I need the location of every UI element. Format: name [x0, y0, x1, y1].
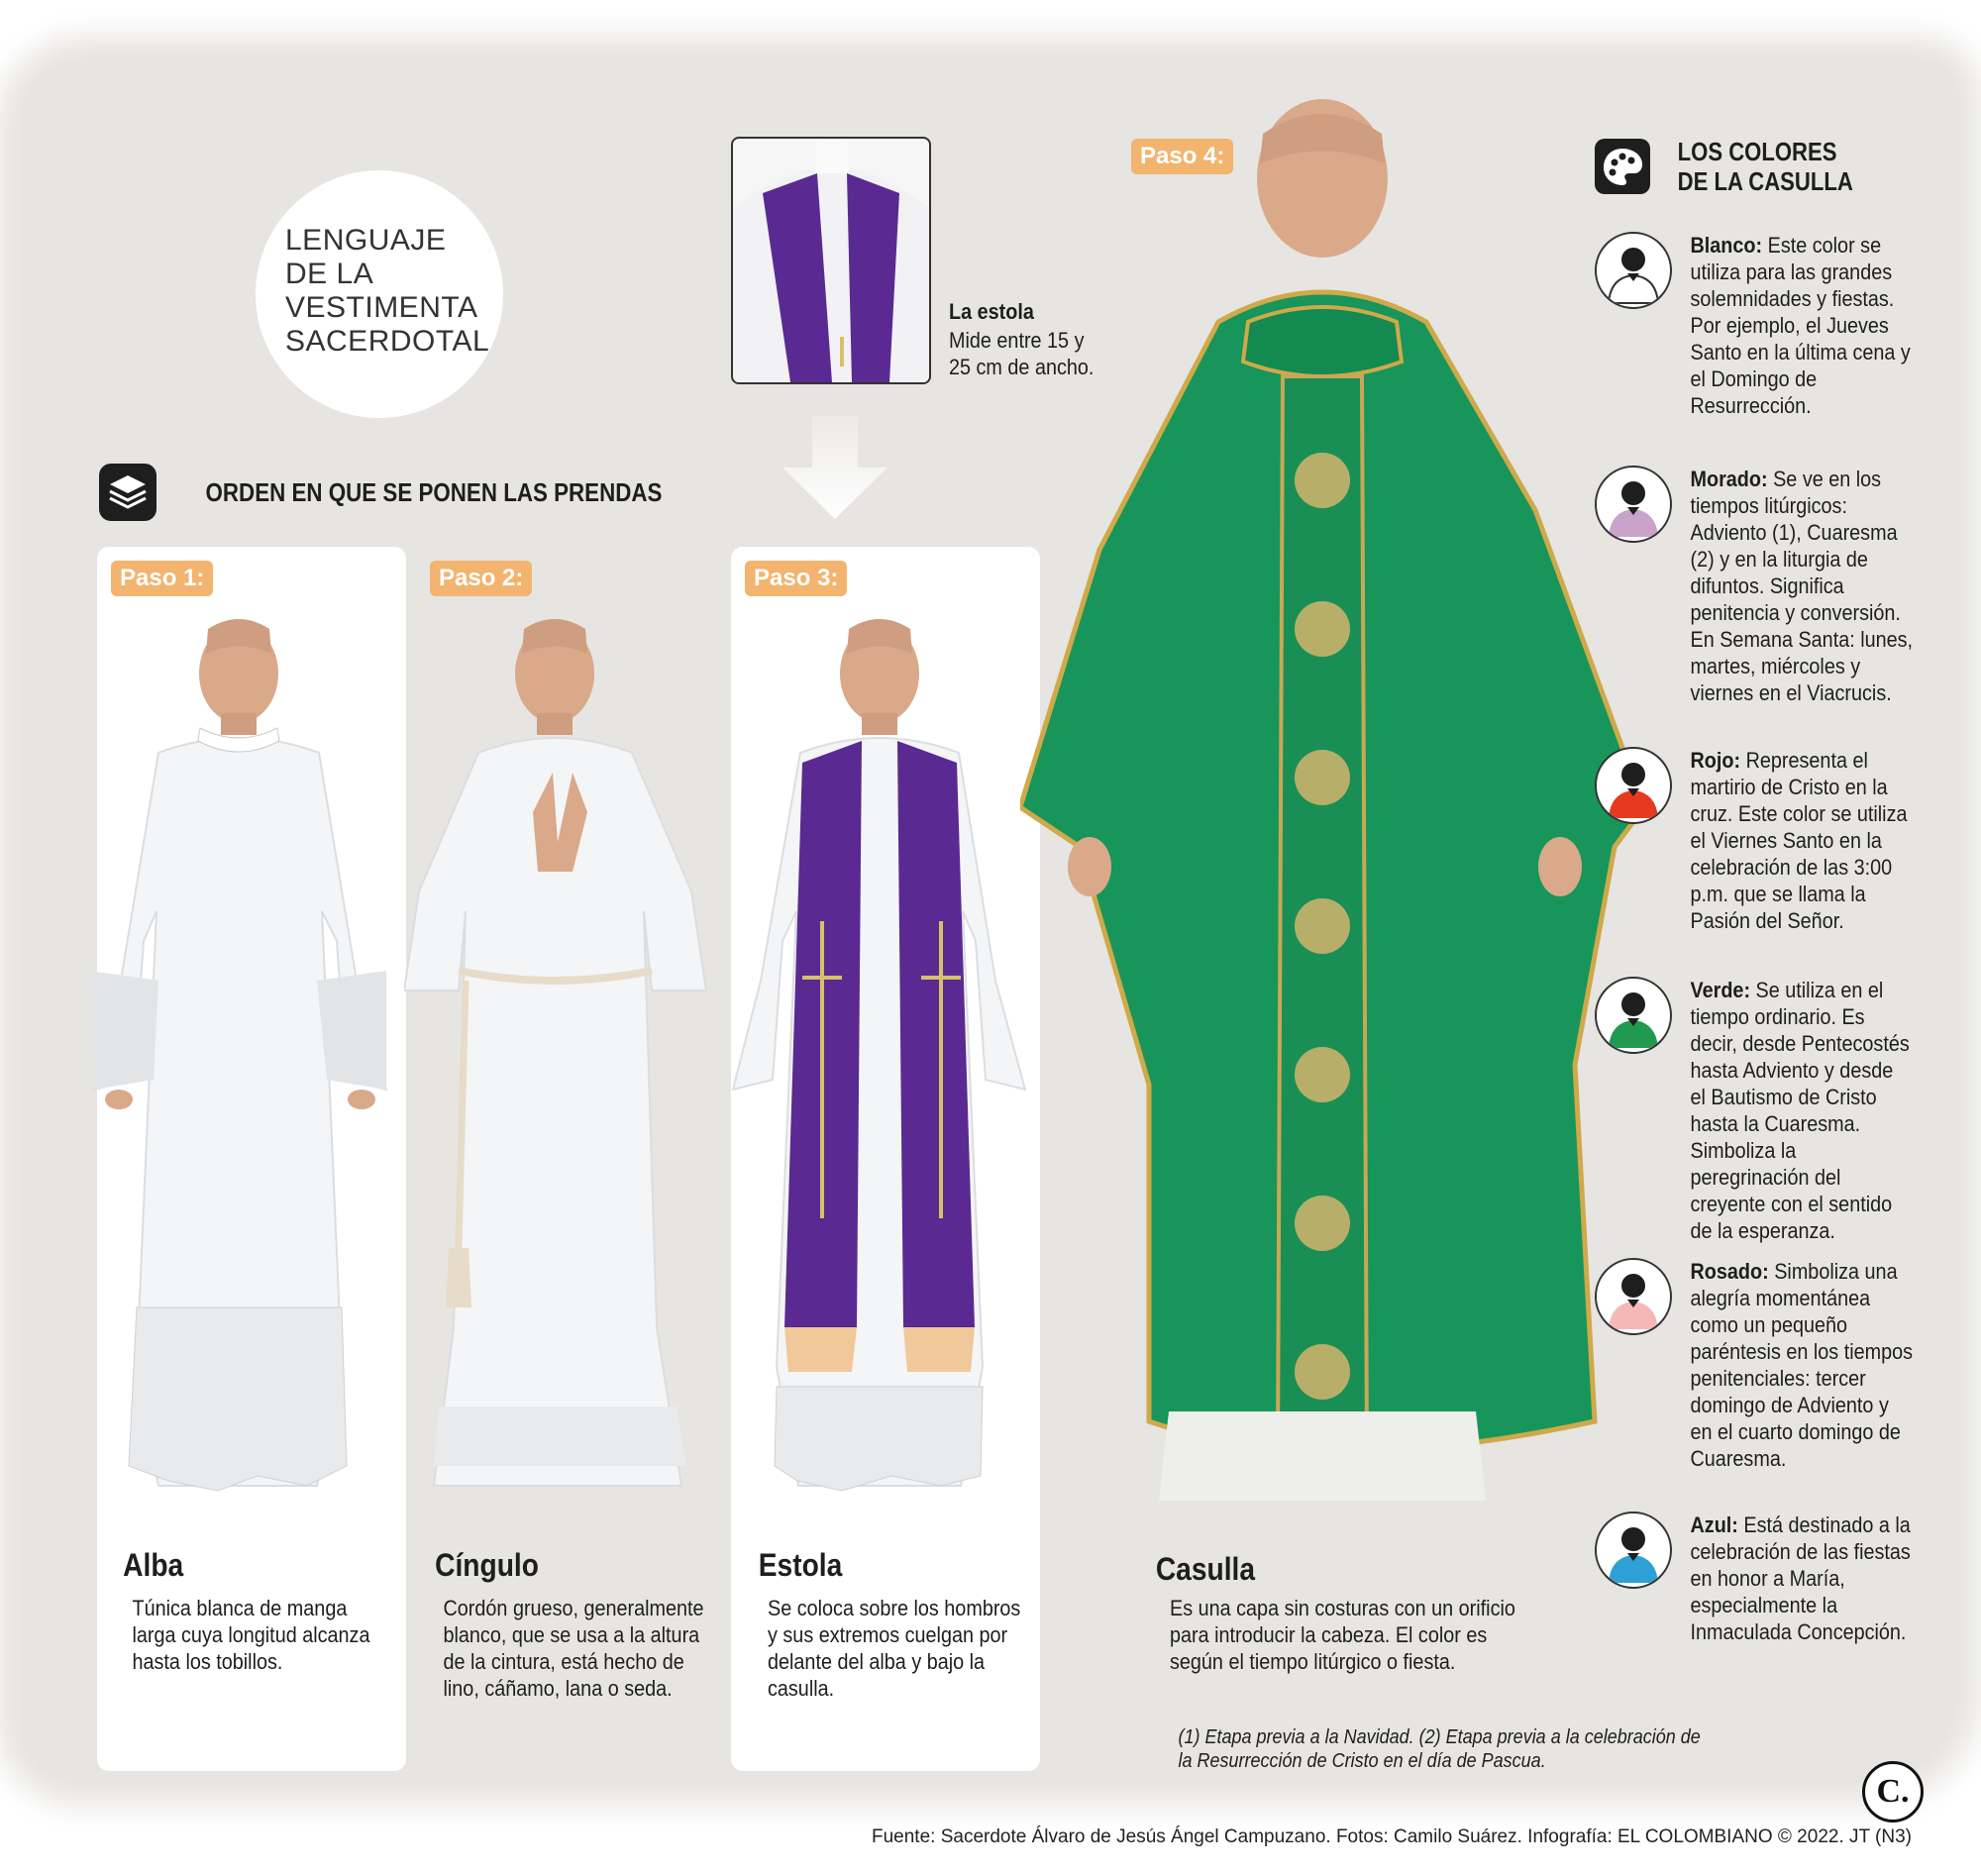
- title-line: DE LA: [285, 258, 374, 290]
- color-item-rojo: [1691, 747, 1914, 934]
- down-arrow-icon: [781, 416, 889, 521]
- color-item-verde: [1691, 977, 1914, 1244]
- step-badge-4: Paso 4:: [1131, 139, 1233, 174]
- cingulo-photo: [404, 614, 731, 1506]
- color-name: Rosado:: [1690, 1259, 1769, 1284]
- colors-panel-title-line: LOS COLORES: [1677, 137, 1837, 166]
- color-item-blanco: [1691, 232, 1914, 419]
- stole-detail-line: Mide entre 15 y: [949, 328, 1085, 353]
- title-line: SACERDOTAL: [285, 325, 490, 358]
- colors-panel-title-line: DE LA CASULLA: [1677, 166, 1853, 196]
- avatar-rojo: [1595, 747, 1672, 824]
- el-colombiano-logo: [1862, 1761, 1924, 1823]
- color-desc: Simboliza una alegría momentánea como un pequeño paréntesis en los tiempos penitenciales: tercer domingo de Adviento y en el cuarto domingo de Cuaresma.: [1690, 1259, 1914, 1471]
- color-name: Morado:: [1690, 467, 1768, 491]
- color-name: Verde:: [1690, 978, 1751, 1002]
- colors-panel-title: [1678, 137, 1853, 196]
- step-name-3: Estola: [758, 1547, 843, 1583]
- step-badge-3: Paso 3:: [745, 561, 847, 596]
- step-name-2: Cíngulo: [435, 1547, 539, 1583]
- layers-icon: [99, 464, 156, 521]
- alba-photo: [59, 614, 446, 1506]
- step-desc-2: Cordón grueso, generalmente blanco, que se usa a la altura de la cintura, está hecho de lino, cáñamo, lana o seda.: [443, 1596, 704, 1701]
- avatar-azul: [1595, 1511, 1672, 1589]
- stole-detail-line: 25 cm de ancho.: [949, 355, 1095, 379]
- color-desc: Se ve en los tiempos litúrgicos: Adviento (1), Cuaresma (2) y en la liturgia de difuntos. Significa penitencia y conversión. En Semana Santa: lunes, martes, miércoles y viernes en el Viacrucis.: [1690, 467, 1914, 705]
- step-desc-4: Es una capa sin costuras con un orificio para introducir la cabeza. El color es según el tiempo litúrgico o fiesta.: [1170, 1596, 1515, 1674]
- step-desc-1: Túnica blanca de manga larga cuya longitud alcanza hasta los tobillos.: [132, 1596, 370, 1674]
- color-item-rosado: [1691, 1258, 1914, 1472]
- color-desc: Representa el martirio de Cristo en la cruz. Este color se utiliza el Viernes Santo en la celebración de las 3:00 p.m. que se llama la Pasión del Señor.: [1690, 748, 1908, 933]
- stole-detail-label: La estola: [949, 299, 1034, 324]
- casulla-photo: [1020, 94, 1644, 1501]
- color-item-azul: [1691, 1511, 1914, 1645]
- avatar-verde: [1595, 977, 1672, 1054]
- page-title: [285, 224, 513, 359]
- step-badge-2: Paso 2:: [430, 561, 532, 596]
- avatar-morado: [1595, 466, 1672, 543]
- avatar-rosado: [1595, 1258, 1672, 1335]
- color-name: Rojo:: [1690, 748, 1741, 773]
- credits: Fuente: Sacerdote Álvaro de Jesús Ángel Campuzano. Fotos: Camilo Suárez. Infografía: EL COLOMBIANO © 2022. JT (N3): [872, 1826, 1912, 1847]
- color-name: Azul:: [1690, 1512, 1738, 1537]
- stole-detail-photo: [731, 137, 931, 384]
- step-name-4: Casulla: [1155, 1551, 1255, 1587]
- color-desc: Está destinado a la celebración de las fiestas en honor a María, especialmente la Inmaculada Concepción.: [1690, 1512, 1911, 1644]
- footnote: (1) Etapa previa a la Navidad. (2) Etapa previa a la celebración de la Resurrección de Cristo en el día de Pascua.: [1178, 1726, 1701, 1772]
- title-line: VESTIMENTA: [285, 291, 478, 324]
- step-badge-1: Paso 1:: [111, 561, 213, 596]
- section-heading: ORDEN EN QUE SE PONEN LAS PRENDAS: [205, 477, 663, 507]
- avatar-blanco: [1595, 232, 1672, 309]
- color-name: Blanco:: [1690, 233, 1763, 258]
- color-item-morado: [1691, 466, 1914, 706]
- step-name-1: Alba: [123, 1547, 184, 1583]
- palette-icon: [1595, 139, 1650, 194]
- title-line: LENGUAJE: [285, 224, 447, 257]
- step-desc-3: Se coloca sobre los hombros y sus extremos cuelgan por delante del alba y bajo la casulla.: [768, 1596, 1021, 1701]
- color-desc: Se utiliza en el tiempo ordinario. Es decir, desde Pentecostés hasta Adviento y desde el Bautismo de Cristo hasta la Cuaresma. Simboliza la peregrinación del creyente con el sentido de la esperanza.: [1690, 978, 1910, 1243]
- color-desc: Este color se utiliza para las grandes solemnidades y fiestas. Por ejemplo, el Jueves Santo en la última cena y el Domingo de Resurrección.: [1690, 233, 1911, 418]
- logo-letter: C.: [1876, 1773, 1910, 1810]
